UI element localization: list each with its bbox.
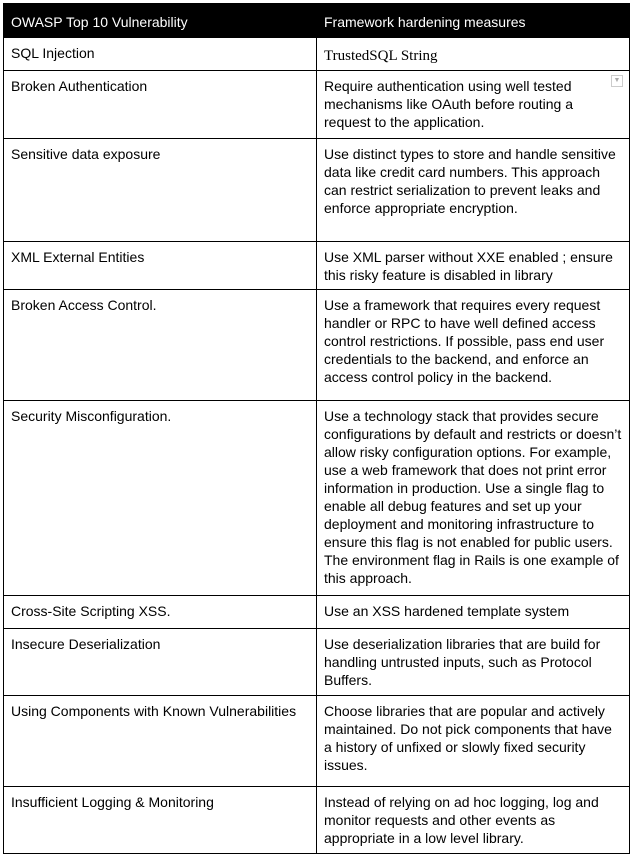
vulnerability-cell: Cross-Site Scripting XSS.: [4, 596, 317, 629]
header-vulnerability: OWASP Top 10 Vulnerability: [4, 4, 317, 38]
vulnerability-cell: XML External Entities: [4, 242, 317, 290]
header-row: [4, 4, 630, 38]
header-measures: Framework hardening measures: [317, 4, 630, 38]
measure-cell: Use deserialization libraries that are build for handling untrusted inputs, such as Protocol Buffers.: [317, 629, 630, 696]
table-row: [4, 139, 630, 242]
vulnerability-cell: Insufficient Logging & Monitoring: [4, 787, 317, 854]
table-row: [4, 787, 630, 854]
table-row: [4, 71, 630, 139]
dropdown-arrow-icon[interactable]: ▼: [611, 75, 623, 87]
measure-text: TrustedSQL String: [324, 48, 438, 64]
vulnerability-cell: Insecure Deserialization: [4, 629, 317, 696]
table-row: [4, 401, 630, 596]
vulnerability-cell: SQL Injection: [4, 38, 317, 71]
measure-cell: [317, 71, 630, 139]
measure-cell: Use XML parser without XXE enabled ; ensure this risky feature is disabled in library: [317, 242, 630, 290]
vulnerability-cell: Broken Authentication: [4, 71, 317, 139]
table-row: [4, 38, 630, 71]
table-row: [4, 290, 630, 401]
measure-text: Require authentication using well tested mechanisms like OAuth before routing a request to the application.: [324, 78, 574, 130]
vulnerability-cell: Sensitive data exposure: [4, 139, 317, 242]
owasp-hardening-table: [3, 3, 630, 854]
table-row: [4, 696, 630, 787]
measure-cell: [317, 38, 630, 71]
measure-cell: Use distinct types to store and handle sensitive data like credit card numbers. This approach can restrict serialization to prevent leaks and enforce appropriate encryption.: [317, 139, 630, 242]
measure-cell: Use a technology stack that provides secure configurations by default and restricts or doesn’t allow risky configuration options. For example, use a web framework that does not print error information in production. Use a single flag to enable all debug features and set up your deployment and monitoring infrastructure to ensure this flag is not enabled for public users. The environment flag in Rails is one example of this approach.: [317, 401, 630, 596]
measure-cell: Instead of relying on ad hoc logging, log and monitor requests and other events as appropriate in a low level library.: [317, 787, 630, 854]
measure-cell: Use an XSS hardened template system: [317, 596, 630, 629]
vulnerability-cell: Broken Access Control.: [4, 290, 317, 401]
table-row: [4, 629, 630, 696]
measure-cell: Use a framework that requires every request handler or RPC to have well defined access control restrictions. If possible, pass end user credentials to the backend, and enforce an access control policy in the backend.: [317, 290, 630, 401]
measure-cell: Choose libraries that are popular and actively maintained. Do not pick components that have a history of unfixed or slowly fixed security issues.: [317, 696, 630, 787]
table-row: [4, 596, 630, 629]
table-row: [4, 242, 630, 290]
vulnerability-cell: Using Components with Known Vulnerabilities: [4, 696, 317, 787]
vulnerability-cell: Security Misconfiguration.: [4, 401, 317, 596]
